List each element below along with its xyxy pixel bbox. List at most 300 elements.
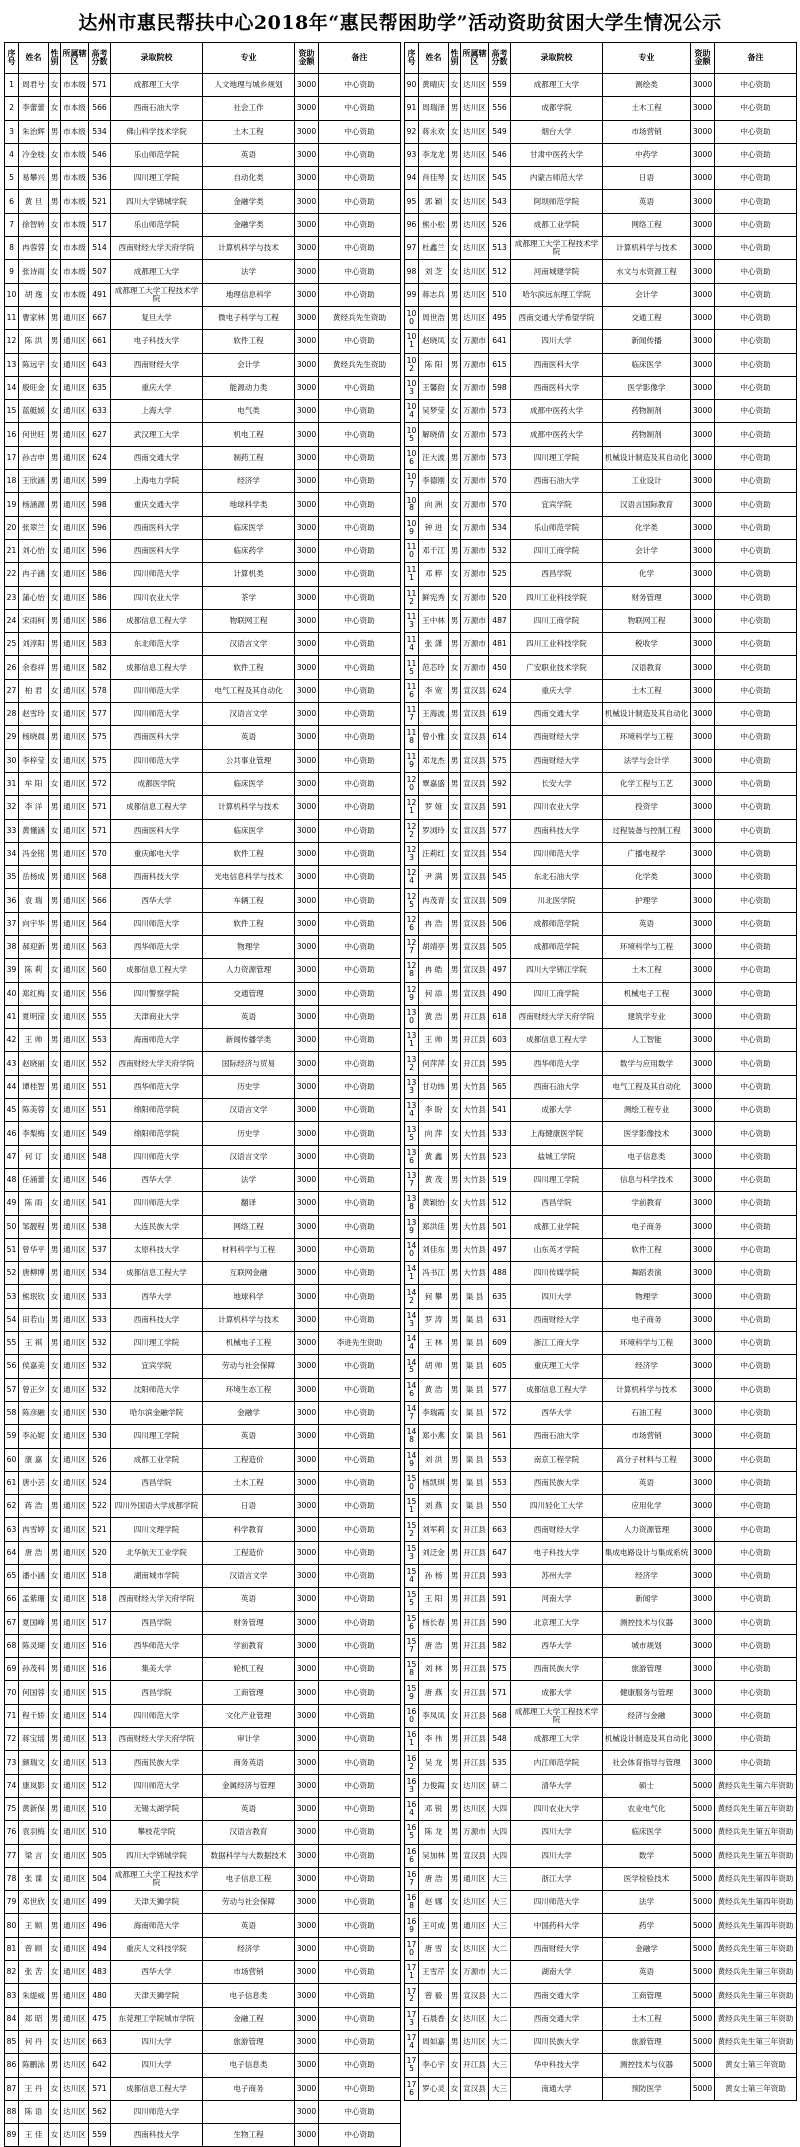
cell-district: 达川区: [461, 213, 489, 236]
cell-index: 100: [405, 306, 419, 329]
cell-name: 刘心怡: [19, 539, 49, 562]
cell-amount: 3000: [691, 749, 715, 772]
cell-index: 31: [5, 772, 19, 795]
cell-school: 西华大学: [111, 1168, 203, 1191]
cell-gender: 女: [49, 1774, 61, 1797]
cell-school: 内蒙古师范大学: [511, 167, 603, 190]
cell-score: 546: [89, 143, 111, 166]
cell-name: 蒋志兵: [419, 283, 449, 306]
col-header-gender: 性别: [449, 43, 461, 74]
cell-gender: 男: [449, 1355, 461, 1378]
table-row: [5, 516, 401, 539]
cell-school: 电子科技大学: [111, 330, 203, 353]
cell-score: 546: [89, 1168, 111, 1191]
cell-score: 663: [89, 2030, 111, 2053]
cell-school: 西南财经大学天府学院: [111, 1052, 203, 1075]
cell-name: 陈远宇: [19, 353, 49, 376]
cell-gender: 男: [449, 1471, 461, 1494]
cell-score: 510: [489, 283, 511, 306]
cell-index: 157: [405, 1634, 419, 1657]
cell-gender: 女: [449, 1192, 461, 1215]
cell-score: 517: [89, 213, 111, 236]
cell-district: 宣汉县: [461, 959, 489, 982]
cell-index: 110: [405, 539, 419, 562]
cell-major: 学前教育: [203, 1634, 295, 1657]
cell-gender: 女: [449, 1099, 461, 1122]
cell-school: 西南医科大学: [511, 376, 603, 399]
cell-district: 通川区: [61, 1308, 89, 1331]
table-row: [405, 1751, 797, 1774]
table-row: [405, 703, 797, 726]
cell-amount: 3000: [295, 889, 319, 912]
cell-school: 上海大学: [111, 400, 203, 423]
table-row: [5, 190, 401, 213]
cell-district: 宣汉县: [461, 912, 489, 935]
cell-school: 四川民族大学: [511, 2030, 603, 2053]
cell-district: 达川区: [461, 167, 489, 190]
cell-score: 532: [489, 539, 511, 562]
cell-name: 李梓莹: [19, 749, 49, 772]
cell-school: 上海健康医学院: [511, 1122, 603, 1145]
cell-school: 西南医科大学: [111, 539, 203, 562]
cell-major: 医学影像学: [603, 376, 691, 399]
cell-index: 163: [405, 1774, 419, 1797]
cell-amount: 3000: [295, 726, 319, 749]
col-header-index: 序号: [5, 43, 19, 74]
cell-score: 532: [89, 1355, 111, 1378]
cell-index: 111: [405, 563, 419, 586]
cell-amount: 3000: [691, 563, 715, 586]
cell-major: 地理信息科学: [203, 283, 295, 306]
cell-name: 唐柳博: [19, 1262, 49, 1285]
cell-name: 陈 阳: [419, 353, 449, 376]
cell-major: 光电信息科学与技术: [203, 866, 295, 889]
cell-district: 宣汉县: [461, 819, 489, 842]
cell-district: 达川区: [461, 260, 489, 283]
cell-index: 80: [5, 1914, 19, 1937]
cell-school: 西南财经大学: [511, 1308, 603, 1331]
table-row: [5, 1867, 401, 1890]
table-row: [405, 1029, 797, 1052]
cell-gender: 男: [49, 1075, 61, 1098]
table-row: [5, 1937, 401, 1960]
cell-district: 通川区: [61, 1588, 89, 1611]
cell-score: 506: [489, 912, 511, 935]
cell-major: 交通工程: [603, 306, 691, 329]
cell-gender: 女: [49, 516, 61, 539]
cell-gender: 男: [49, 1914, 61, 1937]
cell-score: 513: [89, 1751, 111, 1774]
cell-amount: 3000: [691, 283, 715, 306]
cell-name: 冉子涵: [19, 563, 49, 586]
cell-district: 开江县: [461, 1588, 489, 1611]
table-row: [405, 1192, 797, 1215]
cell-note: 中心资助: [319, 912, 401, 935]
cell-gender: 女: [49, 1192, 61, 1215]
table-row: [5, 539, 401, 562]
cell-school: 四川大学: [511, 1821, 603, 1844]
cell-district: 通川区: [61, 1401, 89, 1424]
cell-amount: 3000: [295, 423, 319, 446]
cell-school: 西南科技大学: [111, 1308, 203, 1331]
cell-score: 537: [89, 1238, 111, 1261]
cell-name: 黄 鑫: [419, 1145, 449, 1168]
col-header-score: 高考分数: [89, 43, 111, 74]
cell-gender: 男: [49, 842, 61, 865]
cell-amount: 3000: [295, 1238, 319, 1261]
cell-name: 杜鑫兰: [419, 237, 449, 260]
table-row: [405, 1168, 797, 1191]
cell-note: 中心资助: [715, 539, 797, 562]
cell-name: 刘淳阳: [19, 633, 49, 656]
cell-note: 中心资助: [715, 1401, 797, 1424]
cell-index: 167: [405, 1867, 419, 1890]
cell-score: 535: [489, 1751, 511, 1774]
cell-district: 通川区: [61, 1122, 89, 1145]
table-row: [405, 889, 797, 912]
cell-name: 牟 阳: [19, 772, 49, 795]
cell-index: 148: [405, 1425, 419, 1448]
cell-major: 化学类: [603, 516, 691, 539]
cell-amount: 3000: [691, 1238, 715, 1261]
cell-gender: 女: [49, 563, 61, 586]
table-row: [405, 1122, 797, 1145]
cell-gender: 女: [49, 982, 61, 1005]
cell-name: 肖佳琴: [419, 167, 449, 190]
cell-gender: 女: [449, 1425, 461, 1448]
cell-gender: 女: [49, 1099, 61, 1122]
cell-amount: 3000: [295, 703, 319, 726]
cell-note: 中心资助: [319, 74, 401, 97]
cell-note: 中心资助: [715, 1052, 797, 1075]
cell-name: 陈 龙: [419, 1821, 449, 1844]
cell-index: 49: [5, 1192, 19, 1215]
cell-note: 中心资助: [319, 1914, 401, 1937]
cell-district: 通川区: [61, 2007, 89, 2030]
cell-score: 536: [89, 167, 111, 190]
cell-score: 554: [489, 842, 511, 865]
cell-major: 日语: [603, 167, 691, 190]
cell-gender: 男: [49, 120, 61, 143]
cell-index: 108: [405, 493, 419, 516]
table-row: [405, 866, 797, 889]
table-row: [5, 726, 401, 749]
cell-major: 网络工程: [203, 1215, 295, 1238]
cell-note: 中心资助: [715, 912, 797, 935]
cell-school: 天津天狮学院: [111, 1984, 203, 2007]
cell-name: 王海波: [419, 703, 449, 726]
cell-name: 曾华平: [19, 1238, 49, 1261]
cell-major: 环境科学与工程: [603, 1332, 691, 1355]
cell-gender: 男: [449, 1308, 461, 1331]
cell-major: 计算机科学与技术: [203, 1308, 295, 1331]
table-row: [405, 1425, 797, 1448]
cell-school: 四川外国语大学成都学院: [111, 1495, 203, 1518]
cell-major: 电气类: [203, 400, 295, 423]
cell-note: 中心资助: [319, 539, 401, 562]
cell-amount: 3000: [295, 516, 319, 539]
cell-name: 陈鹏泳: [19, 2054, 49, 2077]
table-row: [5, 1891, 401, 1914]
cell-note: 中心资助: [715, 1262, 797, 1285]
cell-gender: 男: [449, 1751, 461, 1774]
cell-score: 571: [89, 796, 111, 819]
cell-district: 通川区: [61, 1681, 89, 1704]
cell-amount: 3000: [691, 120, 715, 143]
cell-index: 10: [5, 283, 19, 306]
cell-district: 万源市: [461, 539, 489, 562]
cell-index: 41: [5, 1005, 19, 1028]
cell-gender: 男: [49, 796, 61, 819]
cell-district: 达川区: [461, 283, 489, 306]
cell-score: 598: [489, 376, 511, 399]
cell-note: 黄经兵先生资助: [319, 306, 401, 329]
cell-school: 成都师范学院: [511, 935, 603, 958]
cell-name: 唐 雪: [419, 1937, 449, 1960]
cell-note: 中心资助: [715, 97, 797, 120]
cell-index: 123: [405, 842, 419, 865]
cell-major: 市场营销: [603, 1425, 691, 1448]
cell-school: 成都工业学院: [511, 213, 603, 236]
cell-gender: 女: [449, 586, 461, 609]
cell-amount: 5000: [691, 1914, 715, 1937]
cell-amount: 3000: [691, 1145, 715, 1168]
cell-district: 通川区: [61, 353, 89, 376]
cell-index: 84: [5, 2007, 19, 2030]
cell-gender: 女: [49, 400, 61, 423]
table-row: [405, 190, 797, 213]
cell-index: 147: [405, 1401, 419, 1424]
table-header-row: [5, 43, 401, 74]
cell-school: 西南财经大学天府学院: [511, 1005, 603, 1028]
cell-index: 60: [5, 1448, 19, 1471]
table-row: [405, 120, 797, 143]
cell-district: 宣汉县: [461, 749, 489, 772]
cell-score: 518: [89, 1565, 111, 1588]
cell-note: 中心资助: [715, 749, 797, 772]
cell-district: 通川区: [61, 1052, 89, 1075]
cell-note: 黄经兵先生第四年资助: [715, 1914, 797, 1937]
table-row: [5, 1029, 401, 1052]
cell-name: 王 顺: [19, 1914, 49, 1937]
cell-school: 成都中医药大学: [511, 423, 603, 446]
table-row: [5, 213, 401, 236]
cell-score: 627: [89, 423, 111, 446]
cell-score: 543: [489, 190, 511, 213]
cell-index: 25: [5, 633, 19, 656]
cell-index: 23: [5, 586, 19, 609]
cell-amount: 3000: [691, 1541, 715, 1564]
cell-score: 514: [89, 1704, 111, 1727]
table-row: [405, 1681, 797, 1704]
cell-major: 机械电子工程: [203, 1332, 295, 1355]
cell-score: 509: [489, 889, 511, 912]
cell-school: 四川师范大学: [111, 563, 203, 586]
cell-index: 143: [405, 1308, 419, 1331]
cell-amount: 3000: [691, 1518, 715, 1541]
cell-index: 133: [405, 1075, 419, 1098]
cell-amount: 3000: [295, 1658, 319, 1681]
cell-major: 土木工程: [203, 1471, 295, 1494]
cell-district: 万源市: [461, 493, 489, 516]
table-row: [5, 2054, 401, 2077]
cell-note: 中心资助: [715, 982, 797, 1005]
cell-major: 临床医学: [603, 1821, 691, 1844]
cell-gender: 男: [449, 1728, 461, 1751]
cell-score: 545: [489, 866, 511, 889]
cell-school: 南京工程学院: [511, 1448, 603, 1471]
cell-index: 91: [405, 97, 419, 120]
cell-name: 李 伟: [419, 1728, 449, 1751]
table-row: [405, 1891, 797, 1914]
cell-gender: 男: [449, 1634, 461, 1657]
cell-name: 王欣涵: [19, 470, 49, 493]
cell-major: 电子信息类: [203, 1984, 295, 2007]
cell-major: 自动化类: [203, 167, 295, 190]
cell-name: 冉茂青: [419, 889, 449, 912]
cell-amount: 5000: [691, 2054, 715, 2077]
cell-amount: 3000: [295, 959, 319, 982]
cell-index: 28: [5, 703, 19, 726]
cell-district: 通川区: [61, 1961, 89, 1984]
cell-index: 35: [5, 866, 19, 889]
cell-index: 146: [405, 1378, 419, 1401]
cell-score: 572: [89, 772, 111, 795]
cell-note: 中心资助: [715, 1075, 797, 1098]
cell-school: 四川师范大学: [111, 1774, 203, 1797]
cell-name: 潘小涵: [19, 1565, 49, 1588]
cell-district: 达川区: [461, 2030, 489, 2053]
cell-school: 重庆交通大学: [111, 493, 203, 516]
cell-name: 冷金枝: [19, 143, 49, 166]
table-row: [405, 1052, 797, 1075]
cell-name: 罗浏玲: [419, 819, 449, 842]
cell-district: 达川区: [61, 2100, 89, 2123]
cell-name: 李心宇: [419, 2054, 449, 2077]
cell-score: 513: [489, 237, 511, 260]
cell-score: 450: [489, 656, 511, 679]
cell-amount: 3000: [295, 1914, 319, 1937]
cell-gender: 男: [49, 726, 61, 749]
cell-gender: 女: [449, 656, 461, 679]
cell-score: 549: [89, 1122, 111, 1145]
cell-major: 新闻学: [603, 1588, 691, 1611]
cell-amount: 3000: [295, 1075, 319, 1098]
cell-major: 计算机科学与技术: [203, 796, 295, 819]
cell-score: 523: [489, 1145, 511, 1168]
cell-amount: 3000: [691, 1215, 715, 1238]
table-row: [405, 283, 797, 306]
cell-gender: 女: [49, 2030, 61, 2053]
cell-major: 过程装备与控制工程: [603, 819, 691, 842]
cell-amount: 3000: [295, 842, 319, 865]
cell-major: 英语: [203, 1005, 295, 1028]
cell-major: 新闻传播: [603, 330, 691, 353]
cell-district: 通川区: [61, 1471, 89, 1494]
cell-amount: 5000: [691, 1797, 715, 1820]
cell-district: 达川区: [461, 237, 489, 260]
cell-major: 城市规划: [603, 1634, 691, 1657]
cell-gender: 男: [49, 889, 61, 912]
cell-score: 大二: [489, 2007, 511, 2030]
table-row: [5, 1541, 401, 1564]
table-header-row: [405, 43, 797, 74]
cell-index: 47: [5, 1145, 19, 1168]
cell-index: 109: [405, 516, 419, 539]
cell-note: 中心资助: [715, 1238, 797, 1261]
cell-district: 通川区: [61, 912, 89, 935]
cell-gender: 男: [449, 609, 461, 632]
cell-major: 建筑学专业: [603, 1005, 691, 1028]
cell-district: 通川区: [61, 679, 89, 702]
cell-district: 通川区: [61, 1192, 89, 1215]
cell-index: 74: [5, 1774, 19, 1797]
cell-note: 中心资助: [319, 376, 401, 399]
cell-note: 中心资助: [319, 772, 401, 795]
cell-index: 57: [5, 1378, 19, 1401]
cell-amount: 3000: [691, 1681, 715, 1704]
cell-index: 82: [5, 1961, 19, 1984]
cell-district: 通川区: [61, 982, 89, 1005]
table-row: [405, 819, 797, 842]
cell-district: 通川区: [61, 1634, 89, 1657]
cell-score: 大三: [489, 2054, 511, 2077]
table-row: [5, 586, 401, 609]
cell-score: 562: [89, 2100, 111, 2123]
cell-gender: 男: [49, 423, 61, 446]
cell-amount: 3000: [295, 1378, 319, 1401]
cell-district: 开江县: [461, 1658, 489, 1681]
cell-district: 万源市: [461, 400, 489, 423]
table-row: [405, 353, 797, 376]
cell-index: 144: [405, 1332, 419, 1355]
cell-name: 田若山: [19, 1308, 49, 1331]
cell-note: 中心资助: [319, 1215, 401, 1238]
cell-amount: 3000: [691, 1471, 715, 1494]
cell-name: 赵晓凤: [419, 330, 449, 353]
cell-note: 中心资助: [715, 1634, 797, 1657]
cell-gender: 男: [449, 982, 461, 1005]
cell-major: 经济学: [203, 1937, 295, 1960]
table-row: [5, 1844, 401, 1867]
cell-note: 中心资助: [319, 1774, 401, 1797]
cell-school: 华中科技大学: [511, 2054, 603, 2077]
cell-index: 29: [5, 726, 19, 749]
cell-gender: 女: [49, 1565, 61, 1588]
cell-major: 英语: [603, 1471, 691, 1494]
cell-school: 成都大学: [511, 1681, 603, 1704]
cell-name: 王 帅: [19, 1029, 49, 1052]
table-row: [5, 842, 401, 865]
cell-note: 黄女士第三年资助: [715, 2077, 797, 2100]
cell-name: 刘 燕: [419, 1495, 449, 1518]
cell-amount: 3000: [691, 935, 715, 958]
cell-major: 人文地理与城乡规划: [203, 74, 295, 97]
cell-amount: 3000: [295, 633, 319, 656]
cell-score: 556: [489, 97, 511, 120]
table-row: [405, 633, 797, 656]
cell-major: 临床医学: [603, 353, 691, 376]
cell-district: 达川区: [461, 1937, 489, 1960]
cell-score: 615: [489, 353, 511, 376]
cell-note: 中心资助: [319, 679, 401, 702]
cell-school: 四川传媒学院: [511, 1262, 603, 1285]
cell-district: 通川区: [61, 1751, 89, 1774]
cell-school: 四川警察学院: [111, 982, 203, 1005]
cell-score: 513: [89, 1728, 111, 1751]
cell-note: 中心资助: [319, 1099, 401, 1122]
cell-major: 汉语言文学: [203, 1145, 295, 1168]
